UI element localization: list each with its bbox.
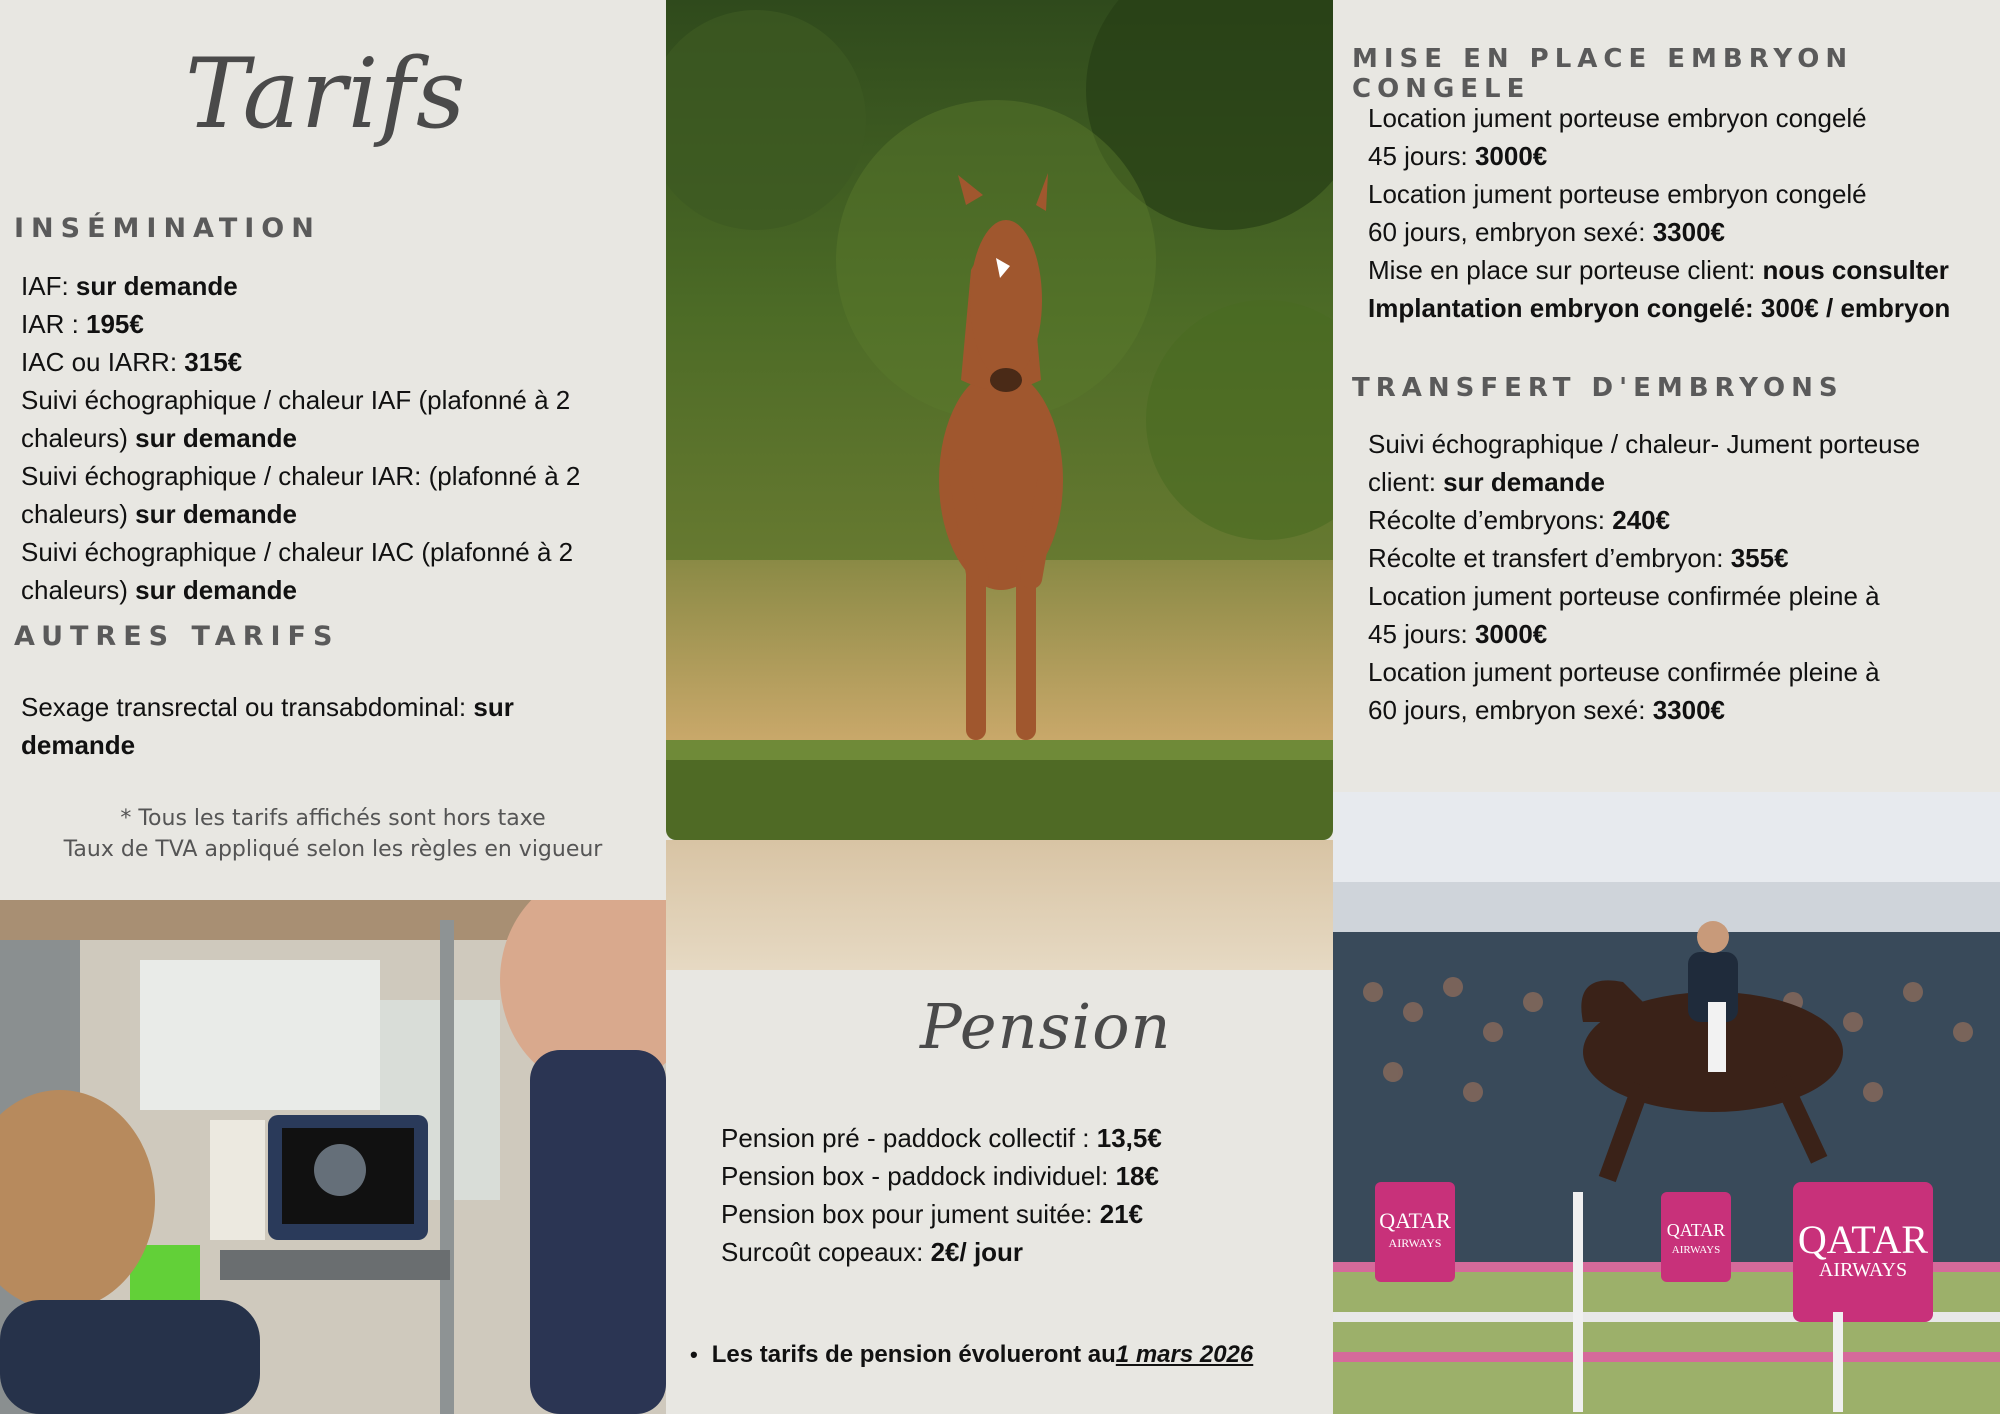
congele-line-text: 60 jours, embryon sexé: xyxy=(1368,217,1653,247)
pension-line-text: Pension box pour jument suitée: xyxy=(721,1199,1100,1229)
pension-line-value: 18€ xyxy=(1115,1161,1159,1191)
congele-line-text: Location jument porteuse embryon congelé xyxy=(1368,103,1867,133)
insemination-line xyxy=(21,343,661,381)
pension-title: Pension xyxy=(920,990,1172,1063)
tarifs-panel xyxy=(0,0,666,900)
congele-line xyxy=(1368,99,1998,137)
show-jumping-image xyxy=(1333,792,2000,1414)
insemination-price-list xyxy=(21,267,661,609)
insemination-line-value: sur demande xyxy=(135,423,297,453)
transfert-line xyxy=(1368,615,1998,653)
transfert-line-text: 45 jours: xyxy=(1368,619,1475,649)
insemination-line-value: 195€ xyxy=(86,309,144,339)
insemination-line-value: sur demande xyxy=(135,499,297,529)
transfert-line-text: Location jument porteuse confirmée pleine à xyxy=(1368,657,1880,687)
transfert-embryons-price-list xyxy=(1368,425,1998,729)
insemination-line-text: Suivi échographique / chaleur IAC (plafonné à 2 xyxy=(21,537,574,567)
insemination-line xyxy=(21,533,661,571)
ultrasound-exam-image xyxy=(0,900,666,1414)
insemination-line xyxy=(21,457,661,495)
pension-line-value: 21€ xyxy=(1099,1199,1144,1229)
autres-line-value: sur xyxy=(473,692,514,722)
congele-line-value: Implantation embryon congelé: 300€ / embryon xyxy=(1368,293,1951,323)
transfert-line xyxy=(1368,501,1998,539)
congele-line-text: 45 jours: xyxy=(1368,141,1475,171)
pension-line xyxy=(721,1195,1321,1233)
congele-line-value: nous consulter xyxy=(1762,255,1949,285)
insemination-line-value: sur demande xyxy=(75,271,238,301)
veterinary-ultrasound-photo xyxy=(0,900,666,1414)
congele-line xyxy=(1368,289,1998,327)
transfert-line xyxy=(1368,463,1998,501)
pension-line-text: Pension box - paddock individuel: xyxy=(721,1161,1116,1191)
congele-line-value: 3300€ xyxy=(1652,217,1726,247)
transfert-line-value: 3000€ xyxy=(1474,619,1548,649)
embryon-congele-heading: MISE EN PLACE EMBRYON CONGELE xyxy=(1352,44,1854,104)
congele-line-text: Location jument porteuse embryon congelé xyxy=(1368,179,1867,209)
pension-line xyxy=(721,1157,1321,1195)
congele-line-text: Mise en place sur porteuse client: xyxy=(1368,255,1763,285)
sponsor-label-1: QATAR AIRWAYS xyxy=(1379,1208,1451,1250)
embryon-congele-price-list xyxy=(1368,99,1998,327)
congele-line xyxy=(1368,251,1998,289)
pension-notice-date: 1 mars 2026 xyxy=(1115,1341,1254,1368)
foal-photo xyxy=(666,0,1333,970)
autres-line xyxy=(21,688,661,726)
transfert-line xyxy=(1368,425,1998,463)
congele-line-value: 3000€ xyxy=(1474,141,1548,171)
pension-line-text: Surcoût copeaux: xyxy=(721,1237,931,1267)
insemination-line xyxy=(21,267,661,305)
insemination-line-text: Suivi échographique / chaleur IAR: (plafonné à 2 xyxy=(21,461,581,491)
insemination-line-text: IAF: xyxy=(21,271,76,301)
insemination-line-text: chaleurs) xyxy=(21,423,136,453)
pension-panel xyxy=(666,970,1333,1414)
embryon-panel xyxy=(1333,0,2000,792)
insemination-heading: INSÉMINATION xyxy=(14,213,321,244)
sponsor-label-3: QATAR AIRWAYS xyxy=(1797,1217,1929,1281)
autres-line xyxy=(21,726,661,764)
transfert-line-text: Récolte et transfert d’embryon: xyxy=(1368,543,1731,573)
tax-note-line-1: * Tous les tarifs affichés sont hors taxe xyxy=(120,806,546,831)
pension-line xyxy=(721,1233,1321,1271)
transfert-line-value: 240€ xyxy=(1612,505,1671,535)
insemination-line xyxy=(21,419,661,457)
transfert-line-text: Location jument porteuse confirmée pleine à xyxy=(1368,581,1880,611)
insemination-line-text: chaleurs) xyxy=(21,499,136,529)
bullet-dot: • xyxy=(690,1342,698,1367)
foal-jumping-image xyxy=(666,0,1333,970)
transfert-line xyxy=(1368,653,1998,691)
tax-note xyxy=(0,803,666,865)
transfert-line-text: Récolte d’embryons: xyxy=(1368,505,1613,535)
insemination-line-text: IAR : xyxy=(21,309,87,339)
insemination-line-value: 315€ xyxy=(184,347,243,377)
autres-tarifs-price-list xyxy=(21,688,661,764)
transfert-line-value: 355€ xyxy=(1730,543,1789,573)
pension-line-value: 2€/ jour xyxy=(930,1237,1024,1267)
pension-notice xyxy=(690,1341,1253,1369)
insemination-line-value: sur demande xyxy=(135,575,297,605)
transfert-line-value: 3300€ xyxy=(1652,695,1726,725)
autres-tarifs-heading: AUTRES TARIFS xyxy=(14,621,340,652)
insemination-line-text: IAC ou IARR: xyxy=(21,347,185,377)
congele-line xyxy=(1368,175,1998,213)
transfert-line-text: Suivi échographique / chaleur- Jument porteuse xyxy=(1368,429,1921,459)
transfert-line xyxy=(1368,691,1998,729)
pension-line xyxy=(721,1119,1321,1157)
insemination-line-text: chaleurs) xyxy=(21,575,136,605)
insemination-line xyxy=(21,381,661,419)
transfert-line-text: 60 jours, embryon sexé: xyxy=(1368,695,1653,725)
congele-line xyxy=(1368,213,1998,251)
transfert-embryons-heading: TRANSFERT D'EMBRYONS xyxy=(1352,373,1844,403)
pension-line-text: Pension pré - paddock collectif : xyxy=(721,1123,1097,1153)
tarifs-title: Tarifs xyxy=(185,38,467,150)
tax-note-line-2: Taux de TVA appliqué selon les règles en vigueur xyxy=(63,837,603,862)
insemination-line xyxy=(21,571,661,609)
transfert-line-text: client: xyxy=(1368,467,1444,497)
autres-line-text: Sexage transrectal ou transabdominal: xyxy=(21,692,474,722)
insemination-line xyxy=(21,305,661,343)
pension-line-value: 13,5€ xyxy=(1096,1123,1162,1153)
insemination-line-text: Suivi échographique / chaleur IAF (plafonné à 2 xyxy=(21,385,571,415)
transfert-line-value: sur demande xyxy=(1443,467,1605,497)
show-jumping-photo xyxy=(1333,792,2000,1414)
pension-price-list xyxy=(721,1119,1321,1271)
pension-notice-text: Les tarifs de pension évolueront au xyxy=(711,1341,1116,1368)
insemination-line xyxy=(21,495,661,533)
autres-line-value: demande xyxy=(21,730,136,760)
transfert-line xyxy=(1368,577,1998,615)
sponsor-label-2: QATAR AIRWAYS xyxy=(1666,1220,1726,1256)
congele-line xyxy=(1368,137,1998,175)
transfert-line xyxy=(1368,539,1998,577)
